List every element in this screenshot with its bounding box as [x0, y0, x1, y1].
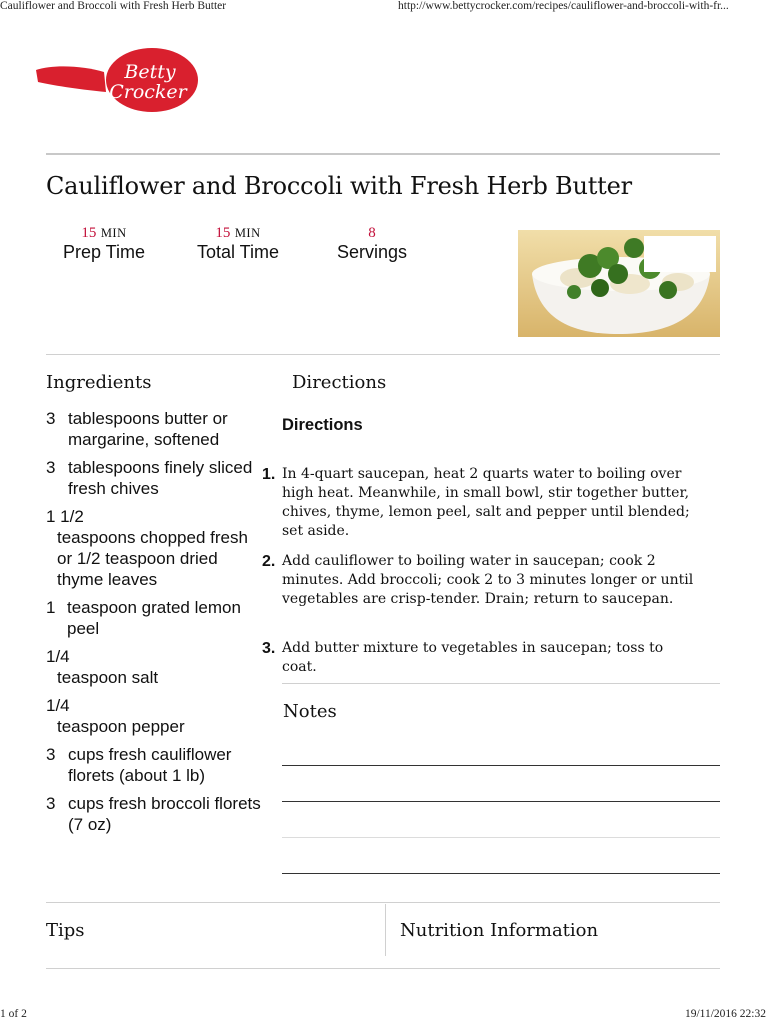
- ingredient-desc: cups fresh cauliflower florets (about 1 lb): [68, 745, 232, 785]
- ingredient-qty: 1/4: [46, 647, 70, 666]
- step-text: In 4-quart saucepan, heat 2 quarts water to boiling over high heat. Meanwhile, in small bowl, stir together butter, chives, thyme, lemon peel, salt and pepper until blended; set aside.: [282, 466, 690, 539]
- ingredients-heading: Ingredients: [46, 372, 152, 393]
- logo-text-line1: Betty: [124, 61, 176, 83]
- tips-nutrition-divider: [385, 904, 386, 956]
- direction-step: [262, 552, 702, 609]
- ingredient-qty: 1/4: [46, 696, 70, 715]
- step-number: 2.: [262, 553, 276, 570]
- section-divider-top: [46, 354, 720, 355]
- ingredient-item: [46, 408, 276, 450]
- step-number: 3.: [262, 640, 276, 657]
- ingredient-item: [46, 646, 276, 688]
- ingredient-desc: teaspoon salt: [57, 668, 159, 687]
- ingredient-qty: 1 1/2: [46, 507, 84, 526]
- notes-line[interactable]: [282, 801, 720, 802]
- print-timestamp: 19/11/2016 22:32: [684, 1008, 766, 1020]
- total-time-label: Total Time: [196, 242, 280, 262]
- direction-step: [262, 465, 702, 541]
- footer-divider-top: [46, 902, 720, 903]
- ingredient-item: [46, 457, 276, 499]
- page-tab-title: Cauliflower and Broccoli with Fresh Herb Butter: [0, 0, 227, 12]
- ingredient-desc: cups fresh broccoli florets (7 oz): [68, 794, 261, 834]
- stat-prep-time: [52, 224, 156, 263]
- ingredient-desc: teaspoon pepper: [57, 717, 185, 736]
- betty-crocker-logo[interactable]: [34, 46, 198, 116]
- ingredient-desc: tablespoons finely sliced fresh chives: [68, 458, 253, 498]
- recipe-photo: [518, 230, 720, 337]
- page-indicator: 1 of 2: [0, 1008, 27, 1020]
- prep-time-unit: MIN: [100, 226, 127, 240]
- ingredient-qty: 1: [46, 598, 56, 617]
- step-text: Add butter mixture to vegetables in saucepan; toss to coat.: [282, 640, 664, 675]
- ingredient-desc: teaspoons chopped fresh or 1/2 teaspoon dried thyme leaves: [57, 528, 248, 589]
- ingredient-qty: 3: [46, 794, 56, 813]
- direction-step: [262, 639, 702, 677]
- prep-time-value: 15: [81, 225, 97, 241]
- tips-heading: Tips: [46, 920, 85, 941]
- notes-line-light: [282, 837, 720, 838]
- ingredient-qty: 3: [46, 745, 56, 764]
- nutrition-heading: Nutrition Information: [400, 920, 599, 941]
- header-divider: [46, 153, 720, 155]
- ingredient-item: [46, 695, 276, 737]
- ingredient-desc: teaspoon grated lemon peel: [67, 598, 241, 638]
- step-number: 1.: [262, 466, 276, 483]
- ingredient-item: [46, 597, 266, 639]
- servings-label: Servings: [336, 242, 408, 262]
- ingredient-item: [46, 506, 266, 590]
- ingredient-item: [46, 744, 276, 786]
- ingredient-item: [46, 793, 276, 835]
- stat-total-time: [186, 224, 290, 263]
- ingredient-qty: 3: [46, 458, 56, 477]
- recipe-title: Cauliflower and Broccoli with Fresh Herb Butter: [46, 172, 632, 200]
- notes-line[interactable]: [282, 765, 720, 766]
- total-time-value: 15: [215, 225, 231, 241]
- notes-divider: [282, 683, 720, 684]
- total-time-unit: MIN: [234, 226, 261, 240]
- notes-line[interactable]: [282, 873, 720, 874]
- directions-subheading: Directions: [282, 416, 363, 434]
- logo-text-line2: Crocker: [109, 81, 187, 103]
- directions-heading: Directions: [292, 372, 387, 393]
- servings-value: 8: [368, 225, 376, 241]
- page-url[interactable]: http://www.bettycrocker.com/recipes/cauliflower-and-broccoli-with-fr...: [398, 0, 729, 12]
- footer-divider-bottom: [46, 968, 720, 969]
- notes-heading: Notes: [283, 701, 337, 722]
- ingredient-desc: tablespoons butter or margarine, softened: [68, 409, 228, 449]
- stat-servings: [320, 224, 424, 263]
- ingredient-qty: 3: [46, 409, 56, 428]
- step-text: Add cauliflower to boiling water in saucepan; cook 2 minutes. Add broccoli; cook 2 to 3 minutes longer or until vegetables are crisp-tender. Drain; return to saucepan.: [282, 553, 694, 607]
- prep-time-label: Prep Time: [62, 242, 146, 262]
